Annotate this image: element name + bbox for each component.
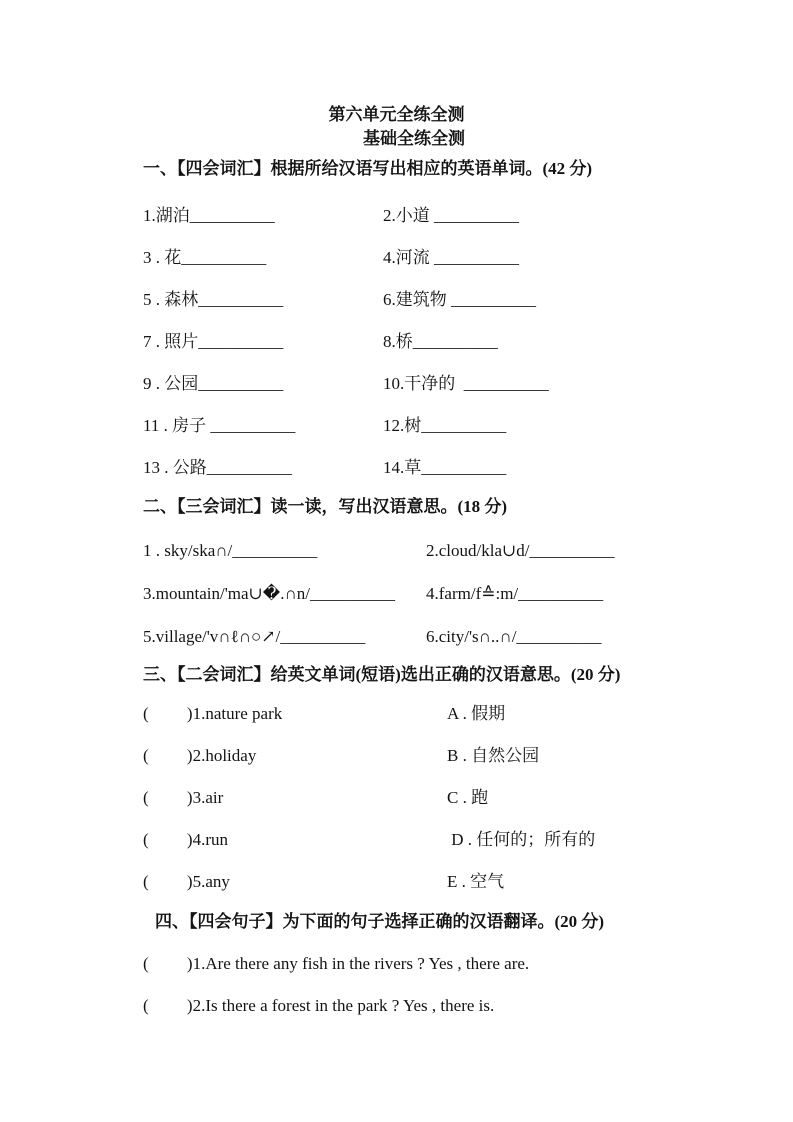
word-item: 9 . 公园__________	[143, 374, 284, 393]
match-question: ( )3.air	[143, 788, 224, 807]
word-item-row	[0, 289, 793, 331]
word-item: 5 . 森林__________	[143, 290, 284, 309]
word-item: 13 . 公路__________	[143, 458, 292, 477]
section-vocab-3	[0, 495, 793, 669]
phonetic-item-row	[0, 540, 793, 583]
match-question: ( )2.holiday	[143, 746, 257, 765]
match-question: ( )4.run	[143, 830, 228, 849]
phonetic-item: 4.farm/f≙:m/__________	[426, 584, 604, 603]
word-item-row	[0, 247, 793, 289]
word-item-row	[0, 205, 793, 247]
word-item: 12.树__________	[383, 416, 507, 435]
match-question: ( )5.any	[143, 872, 230, 891]
word-item: 10.干净的 __________	[383, 374, 549, 393]
word-item: 14.草__________	[383, 458, 507, 477]
word-item: 2.小道 __________	[383, 206, 519, 225]
section-3-header: 三、【二会词汇】给英文单词(短语)选出正确的汉语意思。(20 分)	[143, 665, 621, 684]
phonetic-item: 1 . sky/ska∩/__________	[143, 541, 318, 560]
match-option: D . 任何的；所有的	[447, 830, 596, 849]
page-title: 第六单元全练全测	[328, 105, 465, 124]
word-item-row	[0, 331, 793, 373]
page-subtitle: 基础全练全测	[363, 129, 465, 148]
word-item: 3 . 花__________	[143, 248, 267, 267]
sentence-item-row	[0, 995, 793, 1037]
section-4-rows	[0, 953, 793, 1037]
word-item: 8.桥__________	[383, 332, 498, 351]
section-vocab-2-matching	[0, 663, 793, 913]
sentence-item-row	[0, 953, 793, 995]
match-item-row	[0, 871, 793, 913]
match-item-row	[0, 703, 793, 745]
section-sentences	[0, 910, 793, 1037]
match-option: C . 跑	[447, 788, 489, 807]
sentence-item: ( )2.Is there a forest in the park ? Yes , there is.	[143, 996, 495, 1015]
title-block	[0, 103, 793, 151]
section-4-header: 四、【四会句子】为下面的句子选择正确的汉语翻译。(20 分)	[155, 912, 605, 931]
match-item-row	[0, 745, 793, 787]
section-3-rows	[0, 703, 793, 913]
section-2-rows	[0, 540, 793, 669]
word-item: 1.湖泊__________	[143, 206, 275, 225]
phonetic-item: 3.mountain/'ma∪�.∩n/__________	[143, 584, 395, 603]
match-option: A . 假期	[447, 704, 506, 723]
section-2-header: 二、【三会词汇】读一读，写出汉语意思。(18 分)	[143, 497, 508, 516]
phonetic-item: 6.city/'s∩..∩/__________	[426, 627, 602, 646]
word-item: 11 . 房子 __________	[143, 416, 296, 435]
section-1-rows	[0, 205, 793, 499]
sentence-item: ( )1.Are there any fish in the rivers ? Yes , there are.	[143, 954, 530, 973]
match-option: E . 空气	[447, 872, 505, 891]
match-option: B . 自然公园	[447, 746, 540, 765]
phonetic-item-row	[0, 583, 793, 626]
match-item-row	[0, 787, 793, 829]
word-item: 6.建筑物 __________	[383, 290, 536, 309]
word-item: 4.河流 __________	[383, 248, 519, 267]
section-1-header: 一、【四会词汇】根据所给汉语写出相应的英语单词。(42 分)	[143, 159, 593, 178]
word-item-row	[0, 415, 793, 457]
word-item-row	[0, 373, 793, 415]
match-question: ( )1.nature park	[143, 704, 283, 723]
match-item-row	[0, 829, 793, 871]
word-item-row	[0, 457, 793, 499]
phonetic-item: 2.cloud/kla∪d/__________	[426, 541, 615, 560]
phonetic-item: 5.village/'v∩ℓ∩○↗/__________	[143, 627, 366, 646]
section-vocab-4	[0, 157, 793, 499]
word-item: 7 . 照片__________	[143, 332, 284, 351]
